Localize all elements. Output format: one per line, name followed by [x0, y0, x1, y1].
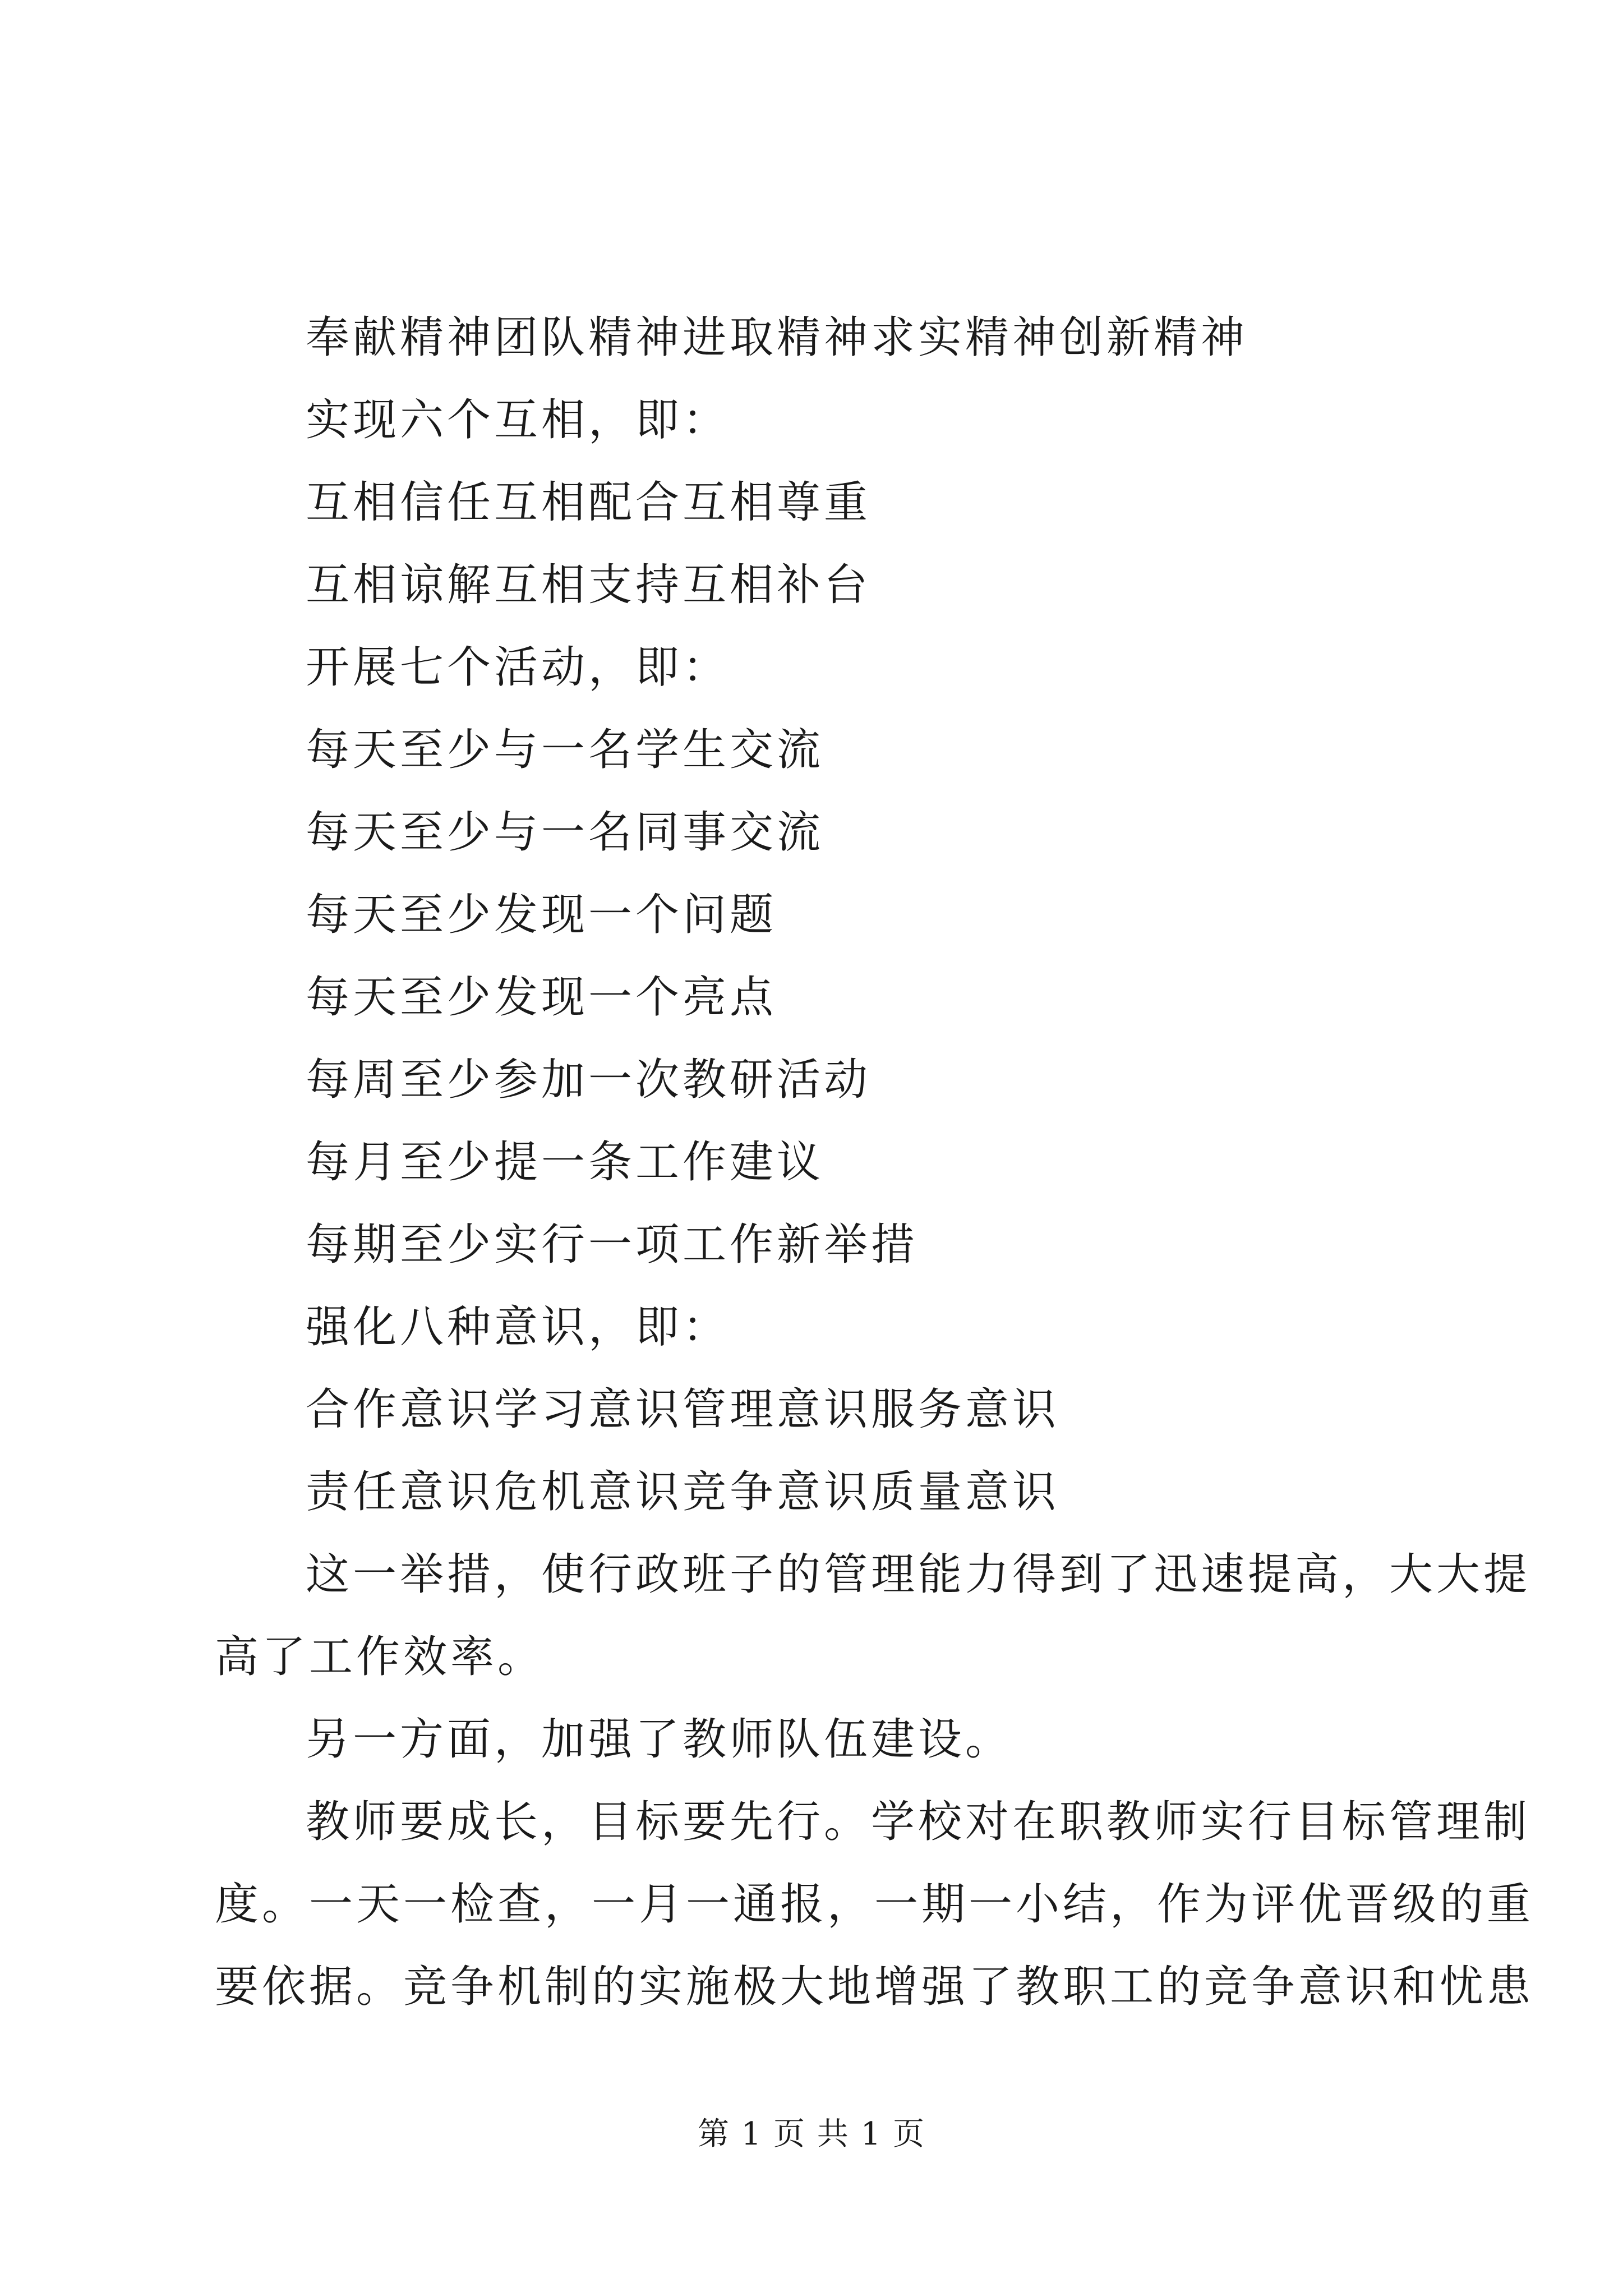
text-line: 高了工作效率。	[215, 1632, 545, 1682]
text-line: 每月至少提一条工作建议	[306, 1137, 824, 1188]
text-line: 度。一天一检查，一月一通报，一期一小结，作为评优晋级的重	[215, 1879, 1534, 1930]
text-line: 奉献精神团队精神进取精神求实精神创新精神	[306, 312, 1248, 363]
text-line: 合作意识学习意识管理意识服务意识	[306, 1384, 1060, 1435]
text-line: 另一方面，加强了教师队伍建设。	[306, 1714, 1013, 1765]
text-line: 强化八种意识，即：	[306, 1302, 730, 1352]
text-line: 教师要成长，目标要先行。学校对在职教师实行目标管理制	[306, 1797, 1531, 1847]
text-line: 每期至少实行一项工作新举措	[306, 1220, 919, 1270]
text-line: 每天至少与一名学生交流	[306, 725, 824, 775]
text-line: 开展七个活动，即：	[306, 642, 730, 693]
text-line: 每天至少发现一个问题	[306, 890, 777, 940]
text-line: 互相谅解互相支持互相补台	[306, 560, 872, 610]
text-line: 每天至少与一名同事交流	[306, 807, 824, 858]
text-line: 这一举措，使行政班子的管理能力得到了迅速提高，大大提	[306, 1549, 1531, 1600]
text-line: 每周至少参加一次教研活动	[306, 1055, 872, 1105]
text-line: 每天至少发现一个亮点	[306, 972, 777, 1023]
text-line: 互相信任互相配合互相尊重	[306, 477, 872, 528]
text-line: 要依据。竞争机制的实施极大地增强了教职工的竞争意识和忧患	[215, 1962, 1534, 2012]
text-line: 责任意识危机意识竞争意识质量意识	[306, 1467, 1060, 1517]
page-number-footer: 第 1 页 共 1 页	[697, 2116, 926, 2152]
text-line: 实现六个互相，即：	[306, 395, 730, 445]
